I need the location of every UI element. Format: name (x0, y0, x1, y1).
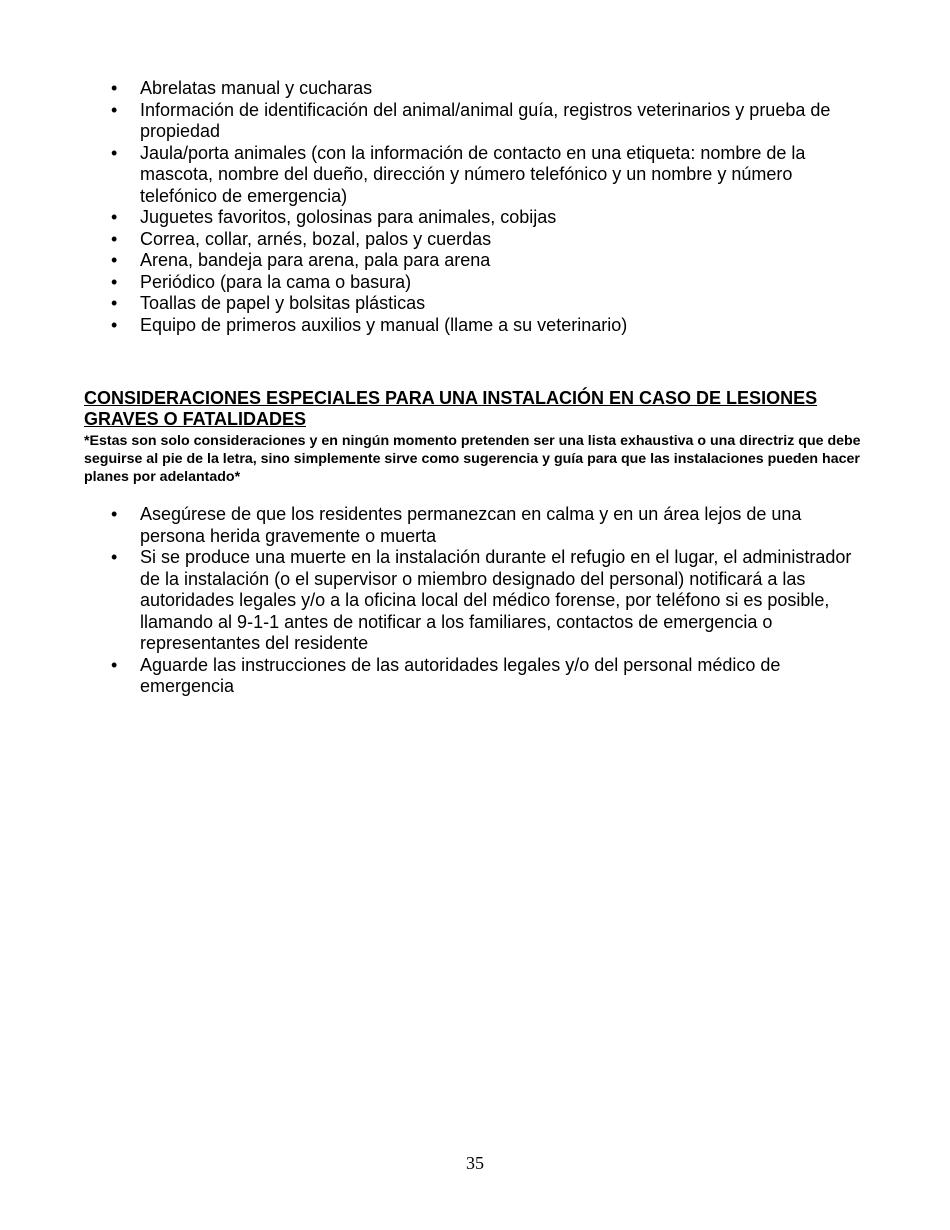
list-item (110, 100, 870, 143)
list-item-text: Abrelatas manual y cucharas (140, 78, 373, 98)
page-number: 35 (466, 1153, 484, 1173)
bullet-icon: • (111, 207, 118, 227)
list-item-text: Correa, collar, arnés, bozal, palos y cuerdas (140, 228, 492, 249)
bullet-icon: • (111, 99, 118, 120)
list-item (110, 229, 870, 251)
bullet-icon: • (111, 78, 118, 98)
list-item-text: Información de identificación del animal/animal guía, registros veterinarios y prueba de propiedad (140, 99, 831, 141)
list-item (110, 272, 870, 294)
section-disclaimer: *Estas son solo consideraciones y en ningún momento pretenden ser una lista exhaustiva o una directriz que debe seguirse al pie de la letra, sino simplemente sirve como sugerencia y guía para que las instalaciones pueden hacer planes por adelantado* (84, 433, 861, 485)
list-item-text: Equipo de primeros auxilios y manual (llame a su veterinario) (140, 314, 628, 335)
list-item (110, 78, 870, 100)
list-item-text: Periódico (para la cama o basura) (140, 271, 412, 292)
list-item (110, 315, 870, 337)
pet-supplies-list (110, 78, 870, 336)
bullet-icon: • (111, 228, 118, 249)
fatality-considerations-list (110, 504, 870, 698)
list-item-text: Juguetes favoritos, golosinas para animales, cobijas (140, 207, 557, 227)
bullet-icon: • (111, 142, 118, 163)
bullet-icon: • (111, 271, 118, 292)
bullet-icon: • (111, 250, 118, 270)
list-item-text: Si se produce una muerte en la instalación durante el refugio en el lugar, el administrador de la instalación (o el supervisor o miembro designado del personal) notificará a las autoridades legales y/o a la oficina local del médico forense, por teléfono si es posible, llamando al 9-1-1 antes de notificar a los familiares, contactos de emergencia o representantes del residente (140, 547, 852, 653)
list-item (110, 504, 870, 547)
bullet-icon: • (111, 314, 118, 335)
list-item (110, 547, 870, 655)
section-heading: CONSIDERACIONES ESPECIALES PARA UNA INSTALACIÓN EN CASO DE LESIONES GRAVES O FATALIDADES (84, 388, 818, 429)
list-item-text: Jaula/porta animales (con la información de contacto en una etiqueta: nombre de la mascota, nombre del dueño, dirección y número telefónico y un nombre y número telefónico de emergencia) (140, 142, 806, 206)
list-item (110, 655, 870, 698)
list-item-text: Toallas de papel y bolsitas plásticas (140, 293, 426, 313)
list-item-text: Arena, bandeja para arena, pala para arena (140, 250, 491, 270)
list-item (110, 207, 870, 229)
bullet-icon: • (111, 504, 118, 524)
list-item (110, 143, 870, 208)
bullet-icon: • (111, 654, 118, 675)
bullet-icon: • (111, 547, 118, 567)
list-item-text: Aguarde las instrucciones de las autoridades legales y/o del personal médico de emergencia (140, 654, 781, 696)
list-item-text: Asegúrese de que los residentes permanezcan en calma y en un área lejos de una persona herida gravemente o muerta (140, 504, 802, 546)
list-item (110, 250, 870, 272)
list-item (110, 293, 870, 315)
bullet-icon: • (111, 293, 118, 313)
